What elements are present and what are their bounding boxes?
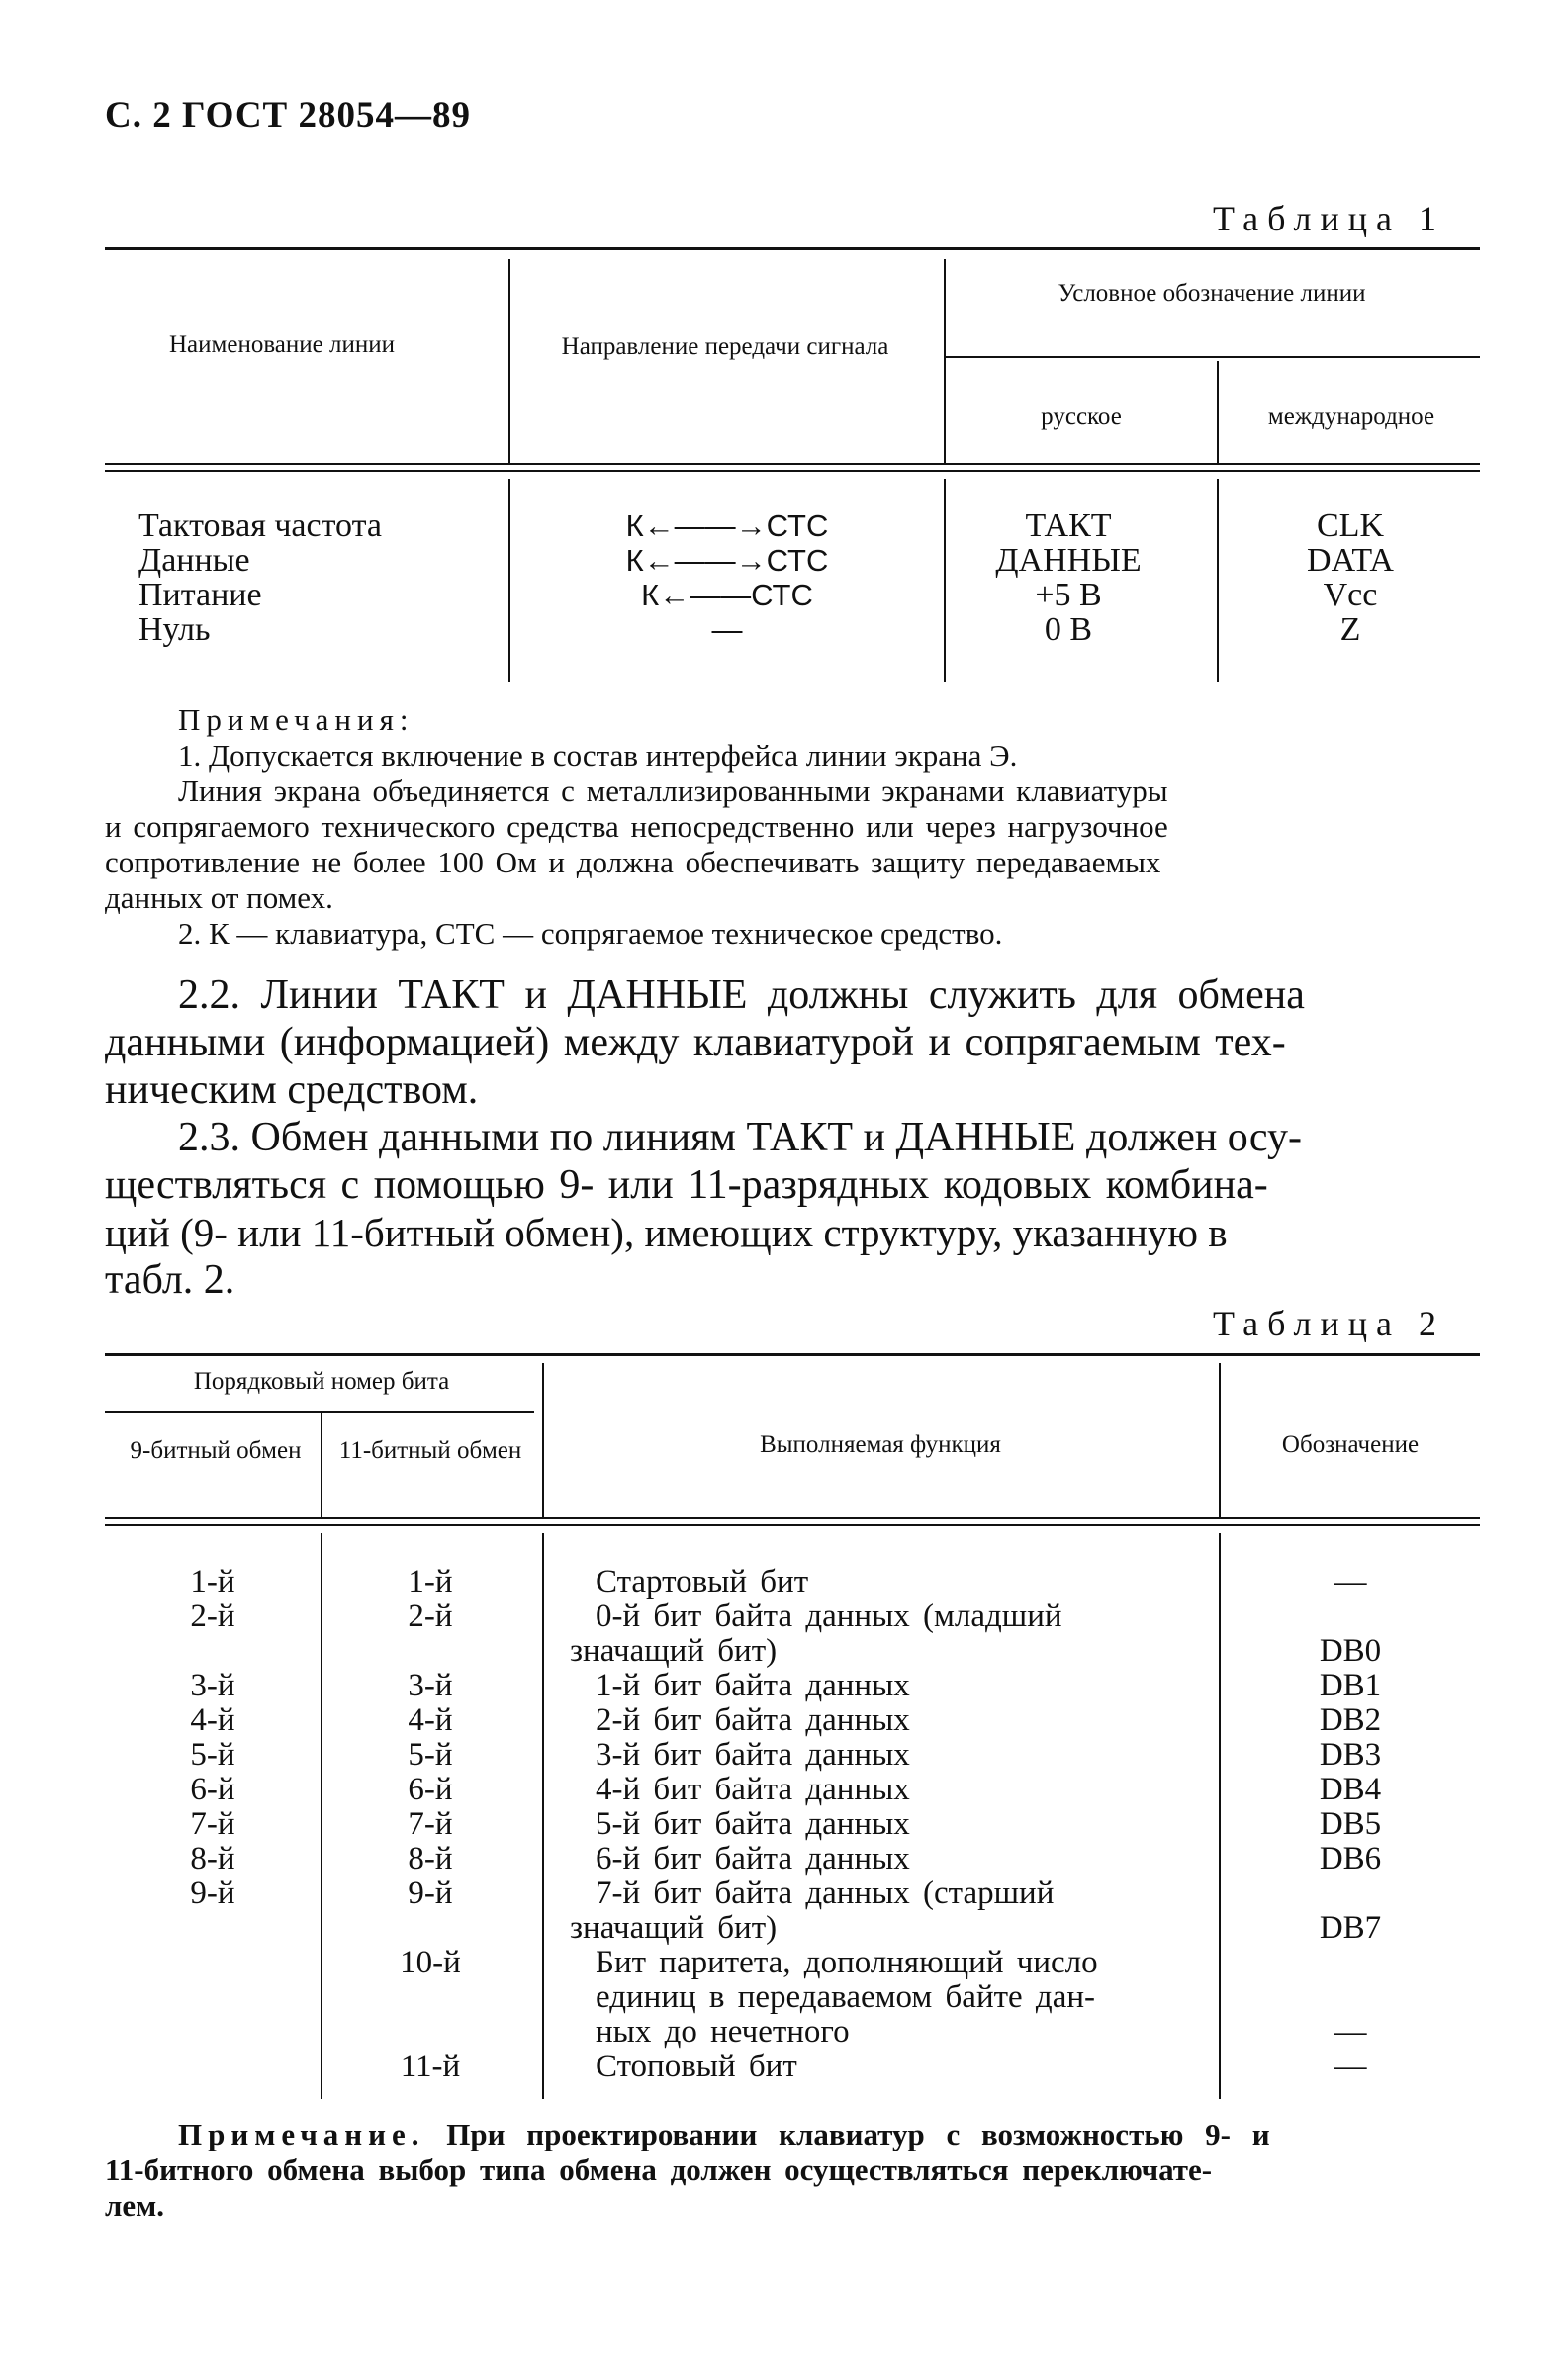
table2-col-bit9: [138, 1565, 287, 2084]
bit11-cell: 10-й: [400, 1945, 461, 1980]
table2-vline-2: [542, 1363, 544, 1517]
designation-cell: —: [1334, 2049, 1367, 2084]
table2-col-bit11: [356, 1565, 505, 2084]
table1-international-cell: Vcc: [1323, 577, 1378, 613]
table2-vline-1b: [321, 1533, 322, 2099]
bit9-cell: [138, 1911, 287, 1946]
table2-header-designation: Обозначение: [1281, 1431, 1420, 1458]
paragraph-line: ническим средством.: [105, 1067, 479, 1113]
table2-top-rule: [105, 1353, 1480, 1356]
notes1-line: 1. Допускается включение в состав интерфейса линии экрана Э.: [178, 738, 1018, 773]
paragraph-line: ществляться с помощью 9- или 11-разрядных кодовых комбина-: [105, 1162, 1268, 1208]
bit11-cell: 4-й: [408, 1702, 453, 1738]
table1-vline-3: [1217, 361, 1219, 463]
table2-vline-2b: [542, 1533, 544, 2099]
bit11-cell: 6-й: [408, 1772, 453, 1807]
table1-header-international: международное: [1267, 404, 1435, 430]
function-cell: Стоповый бит: [596, 2049, 797, 2084]
table1-direction-cell: —: [711, 612, 743, 647]
table1-russian-cell: 0 В: [1044, 611, 1093, 648]
designation-cell: [1237, 1980, 1464, 2015]
bit11-cell: [356, 2015, 505, 2050]
bit9-cell: 2-й: [190, 1599, 235, 1634]
table1-header-direction: Направление передачи сигнала: [561, 333, 889, 360]
page-header: С. 2 ГОСТ 28054—89: [105, 95, 471, 136]
table1-name-cell: Тактовая частота: [138, 507, 382, 544]
bit9-cell: 4-й: [190, 1702, 235, 1738]
table1-header-designation: Условное обозначение линии: [1058, 280, 1366, 307]
paragraph-line: табл. 2.: [105, 1257, 235, 1303]
bit9-cell: 5-й: [190, 1737, 235, 1773]
table2-col-function: [570, 1565, 1203, 2084]
table1-header-name: Наименование линии: [169, 331, 395, 358]
table2-header-bit-number: Порядковый номер бита: [193, 1368, 450, 1395]
table2-header-function: Выполняемая функция: [760, 1431, 1001, 1458]
table1-header-rule-a: [105, 463, 1480, 465]
bit9-cell: 9-й: [190, 1876, 235, 1911]
function-cell: значащий бит): [570, 1633, 778, 1669]
table1-vline-2: [944, 259, 946, 463]
table1-top-rule: [105, 247, 1480, 250]
designation-cell: DB6: [1319, 1841, 1382, 1877]
function-cell: 3-й бит байта данных: [596, 1737, 910, 1773]
bit9-cell: [138, 1946, 287, 1980]
bit11-cell: 5-й: [408, 1737, 453, 1773]
table1-col-name: [138, 508, 382, 647]
notes1-line: данных от помех.: [105, 880, 333, 915]
notes1-line: Линия экрана объединяется с металлизированными экранами клавиатуры: [178, 774, 1168, 808]
function-cell: 1-й бит байта данных: [596, 1668, 910, 1703]
paragraph-line: 2.3. Обмен данными по линиям ТАКТ и ДАННЫЕ должен осу-: [178, 1115, 1302, 1160]
function-cell: 7-й бит байта данных (старший: [596, 1876, 1055, 1911]
table1-international-cell: DATA: [1307, 542, 1394, 579]
table1-vline-3b: [1217, 479, 1219, 682]
bit9-cell: 3-й: [190, 1668, 235, 1703]
designation-cell: DB1: [1319, 1668, 1382, 1703]
table1-name-cell: Данные: [138, 542, 250, 579]
designation-cell: [1237, 1946, 1464, 1980]
table1-direction-cell: К←——→СТС: [625, 543, 829, 578]
function-cell: значащий бит): [570, 1910, 778, 1946]
bit9-cell: [138, 2050, 287, 2084]
table1-header-russian: русское: [1041, 404, 1122, 430]
function-cell: 4-й бит байта данных: [596, 1772, 910, 1807]
bit9-cell: [138, 1634, 287, 1669]
table1-name-cell: Питание: [138, 577, 262, 613]
table1-header-rule-b: [105, 470, 1480, 472]
table1-caption: Таблица 1: [1213, 199, 1445, 238]
function-cell: 6-й бит байта данных: [596, 1841, 910, 1877]
table1-russian-cell: +5 В: [1035, 577, 1102, 613]
table1-col-russian: [950, 508, 1187, 647]
note2-line: 11-битного обмена выбор типа обмена должен осуществляться переключате-: [105, 2152, 1213, 2187]
function-cell: ных до нечетного: [596, 2014, 850, 2050]
function-cell: единиц в передаваемом байте дан-: [596, 1979, 1096, 2015]
table2-vline-3: [1219, 1363, 1221, 1517]
function-cell: Стартовый бит: [596, 1564, 809, 1600]
table2-vline-1: [321, 1413, 322, 1517]
table1-vline-1b: [508, 479, 510, 682]
designation-cell: —: [1334, 2014, 1367, 2050]
table1-direction-cell: К←——СТС: [641, 578, 813, 612]
table1-col-international: [1227, 508, 1474, 647]
function-cell: 5-й бит байта данных: [596, 1806, 910, 1842]
note2-line: лем.: [105, 2188, 165, 2223]
bit11-cell: 11-й: [400, 2049, 461, 2084]
notes1-line: 2. К — клавиатура, СТС — сопрягаемое техническое средство.: [178, 916, 1003, 951]
function-cell: 0-й бит байта данных (младший: [596, 1599, 1062, 1634]
paragraph-line: ций (9- или 11-битный обмен), имеющих структуру, указанную в: [105, 1210, 1228, 1255]
note2-text: При проектировании клавиатур с возможностью 9- и: [446, 2117, 1270, 2151]
designation-cell: [1237, 1600, 1464, 1634]
table1-international-cell: Z: [1339, 611, 1361, 648]
table1-name-cell: Нуль: [138, 611, 211, 648]
paragraph-line: 2.2. Линии ТАКТ и ДАННЫЕ должны служить для обмена: [178, 972, 1305, 1018]
table1-subheader-rule: [944, 356, 1480, 358]
table2-vline-3b: [1219, 1533, 1221, 2099]
table2-subheader-rule: [105, 1411, 534, 1413]
table2-header-rule-b: [105, 1524, 1480, 1526]
note2-line1: [178, 2117, 1270, 2151]
table2-header-rule-a: [105, 1517, 1480, 1519]
bit11-cell: 2-й: [408, 1599, 453, 1634]
table2-caption: Таблица 2: [1213, 1304, 1445, 1343]
table2-header-bit9: 9-битный обмен: [130, 1437, 302, 1464]
notes1-line: сопротивление не более 100 Ом и должна обеспечивать защиту передаваемых: [105, 845, 1161, 879]
designation-cell: [1237, 1877, 1464, 1911]
designation-cell: DB7: [1319, 1910, 1382, 1946]
designation-cell: DB2: [1319, 1702, 1382, 1738]
designation-cell: —: [1334, 1564, 1367, 1600]
bit11-cell: [356, 1980, 505, 2015]
bit9-cell: 8-й: [190, 1841, 235, 1877]
table2-header-bit11: 11-битный обмен: [338, 1437, 522, 1464]
table1-col-direction: [534, 508, 920, 647]
designation-cell: DB5: [1319, 1806, 1382, 1842]
bit9-cell: [138, 1980, 287, 2015]
table1-direction-cell: К←——→СТС: [625, 508, 829, 543]
designation-cell: DB4: [1319, 1772, 1382, 1807]
designation-cell: DB3: [1319, 1737, 1382, 1773]
bit11-cell: 1-й: [408, 1564, 453, 1600]
table2-col-designation: [1237, 1565, 1464, 2084]
note2-label: Примечание.: [178, 2117, 425, 2151]
table1-russian-cell: ДАННЫЕ: [995, 542, 1142, 579]
table1-vline-1: [508, 259, 510, 463]
function-cell: Бит паритета, дополняющий число: [596, 1945, 1098, 1980]
notes1-line: и сопрягаемого технического средства непосредственно или через нагрузочное: [105, 809, 1168, 844]
table1-international-cell: CLK: [1317, 507, 1384, 544]
bit9-cell: 6-й: [190, 1772, 235, 1807]
bit11-cell: 7-й: [408, 1806, 453, 1842]
bit9-cell: 1-й: [190, 1564, 235, 1600]
bit11-cell: 8-й: [408, 1841, 453, 1877]
table1-vline-2b: [944, 479, 946, 682]
bit9-cell: 7-й: [190, 1806, 235, 1842]
paragraph-line: данными (информацией) между клавиатурой и сопрягаемым тех-: [105, 1020, 1286, 1065]
function-cell: 2-й бит байта данных: [596, 1702, 910, 1738]
bit11-cell: 9-й: [408, 1876, 453, 1911]
notes1-title: Примечания:: [178, 702, 414, 737]
table1-russian-cell: ТАКТ: [1025, 507, 1112, 544]
bit11-cell: [356, 1911, 505, 1946]
bit9-cell: [138, 2015, 287, 2050]
bit11-cell: 3-й: [408, 1668, 453, 1703]
designation-cell: DB0: [1319, 1633, 1382, 1669]
bit11-cell: [356, 1634, 505, 1669]
